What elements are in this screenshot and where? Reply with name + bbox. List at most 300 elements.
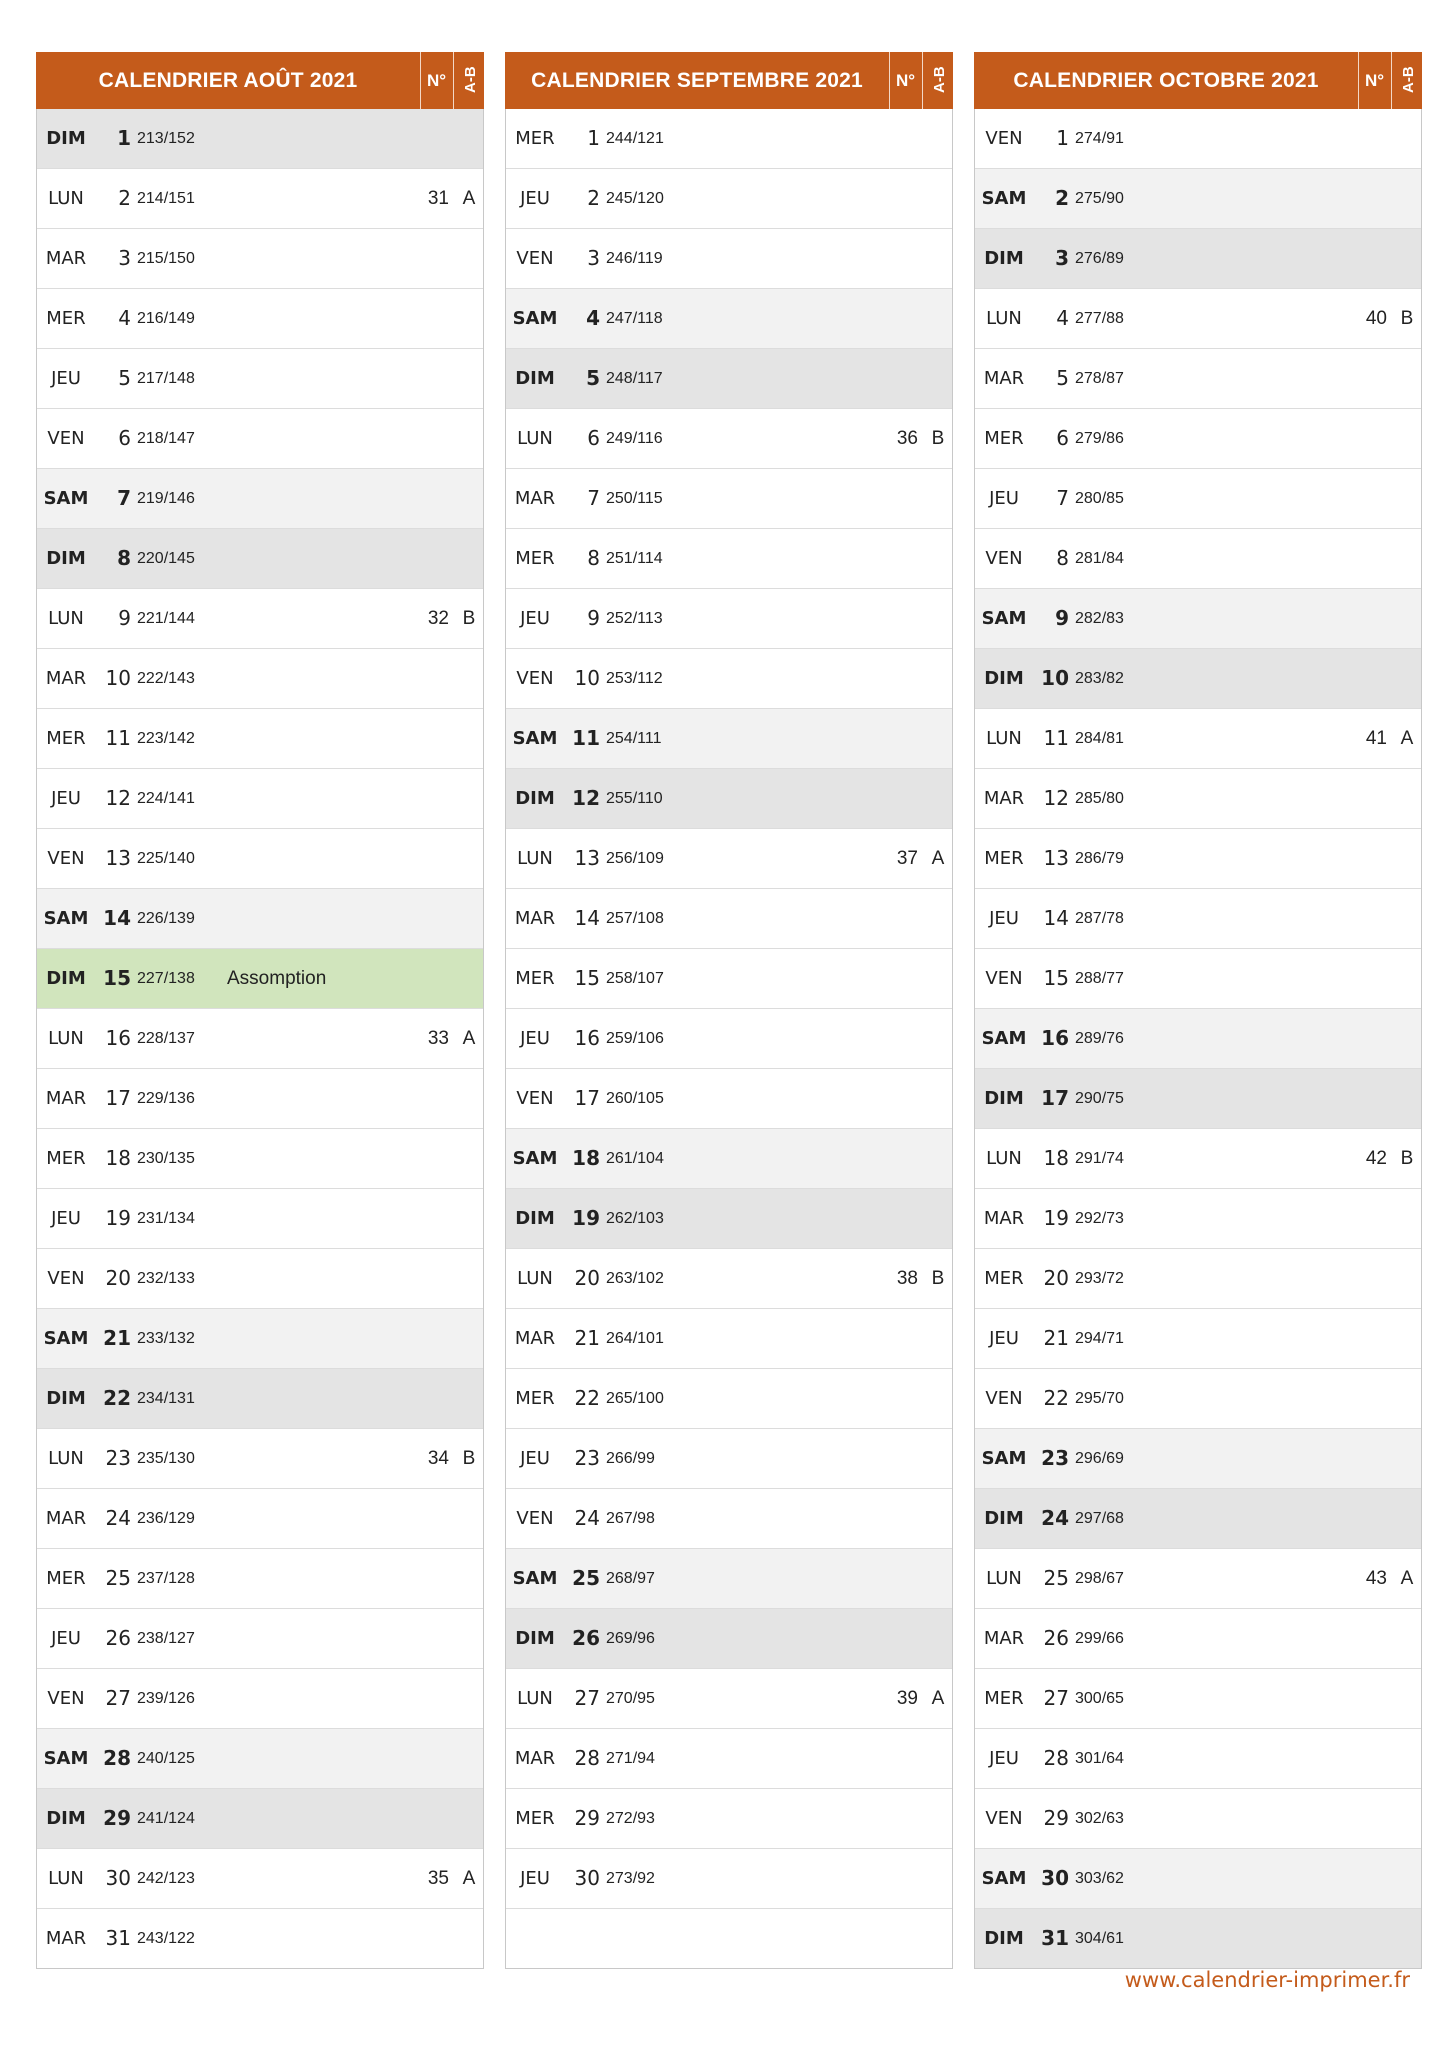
day-number: 7 <box>117 486 131 510</box>
day-of-year: 285/80 <box>1075 790 1124 807</box>
day-row <box>975 168 1421 228</box>
day-of-year: 253/112 <box>606 670 663 687</box>
day-row <box>506 1008 952 1068</box>
day-number: 12 <box>1043 786 1069 810</box>
day-number: 18 <box>572 1146 600 1170</box>
day-row <box>37 1008 483 1068</box>
week-number: 34 <box>427 1448 449 1469</box>
ab-week: B <box>931 428 945 449</box>
day-row <box>506 588 952 648</box>
day-number: 31 <box>1041 1926 1069 1950</box>
day-row <box>506 168 952 228</box>
day-name: DIM <box>46 1388 86 1409</box>
day-name: MER <box>984 1688 1024 1709</box>
day-row <box>975 228 1421 288</box>
day-row <box>975 288 1421 348</box>
day-number: 15 <box>103 966 131 990</box>
day-number: 12 <box>105 786 131 810</box>
day-row <box>975 1608 1421 1668</box>
day-row <box>506 1668 952 1728</box>
day-list <box>974 109 1422 1969</box>
day-row <box>37 348 483 408</box>
day-name: MER <box>984 428 1024 449</box>
day-of-year: 261/104 <box>606 1150 664 1167</box>
day-number: 18 <box>105 1146 131 1170</box>
day-row <box>975 1728 1421 1788</box>
day-of-year: 264/101 <box>606 1330 664 1347</box>
day-name: DIM <box>984 248 1024 269</box>
week-number-header: N° <box>1364 71 1385 90</box>
day-name: VEN <box>47 1268 85 1289</box>
week-number: 33 <box>427 1028 449 1049</box>
day-of-year: 279/86 <box>1075 430 1124 447</box>
day-number: 11 <box>105 726 131 750</box>
day-name: MER <box>515 128 555 149</box>
day-name: JEU <box>989 1748 1019 1769</box>
month-column <box>36 52 484 1969</box>
day-of-year: 249/116 <box>606 430 663 447</box>
day-name: DIM <box>46 968 86 989</box>
day-of-year: 248/117 <box>606 370 663 387</box>
day-name: MAR <box>983 368 1025 389</box>
week-number: 35 <box>427 1868 449 1889</box>
day-row <box>37 1248 483 1308</box>
day-of-year: 238/127 <box>137 1630 195 1647</box>
day-name: JEU <box>989 1328 1019 1349</box>
day-of-year: 269/96 <box>606 1630 655 1647</box>
day-of-year: 227/138 <box>137 970 195 987</box>
day-row <box>975 1188 1421 1248</box>
day-number: 17 <box>574 1086 600 1110</box>
day-name: VEN <box>47 1688 85 1709</box>
day-number: 9 <box>118 606 131 630</box>
day-of-year: 222/143 <box>137 670 195 687</box>
day-name: SAM <box>43 1748 89 1769</box>
day-row <box>37 1788 483 1848</box>
day-number: 5 <box>586 366 600 390</box>
day-number: 1 <box>1056 126 1069 150</box>
day-of-year: 235/130 <box>137 1450 195 1467</box>
header-separator <box>453 52 454 109</box>
day-name: DIM <box>515 788 555 809</box>
day-name: DIM <box>515 368 555 389</box>
day-row <box>506 1788 952 1848</box>
day-row <box>37 1848 483 1908</box>
day-of-year: 270/95 <box>606 1690 655 1707</box>
day-number: 21 <box>574 1326 600 1350</box>
day-number: 20 <box>105 1266 131 1290</box>
day-name: MER <box>515 548 555 569</box>
day-of-year: 265/100 <box>606 1390 664 1407</box>
day-number: 25 <box>572 1566 600 1590</box>
day-number: 3 <box>587 246 600 270</box>
ab-week-header: A-B <box>931 66 948 93</box>
day-number: 11 <box>572 726 600 750</box>
day-name: MAR <box>45 1088 87 1109</box>
day-name: VEN <box>516 668 554 689</box>
day-name: SAM <box>43 908 89 929</box>
day-number: 14 <box>1043 906 1069 930</box>
day-number: 25 <box>105 1566 131 1590</box>
week-number: 41 <box>1365 728 1387 749</box>
day-of-year: 300/65 <box>1075 1690 1124 1707</box>
day-row <box>506 768 952 828</box>
day-of-year: 247/118 <box>606 310 663 327</box>
day-number: 8 <box>1056 546 1069 570</box>
day-name: JEU <box>520 1028 550 1049</box>
day-of-year: 280/85 <box>1075 490 1124 507</box>
day-of-year: 240/125 <box>137 1750 195 1767</box>
day-row <box>975 1368 1421 1428</box>
day-number: 23 <box>574 1446 600 1470</box>
day-name: SAM <box>981 188 1027 209</box>
day-number: 13 <box>574 846 600 870</box>
day-row <box>506 1908 952 1968</box>
day-of-year: 263/102 <box>606 1270 664 1287</box>
month-column <box>505 52 953 1969</box>
day-number: 13 <box>1043 846 1069 870</box>
day-name: MAR <box>45 1508 87 1529</box>
day-row <box>506 408 952 468</box>
day-name: LUN <box>48 1028 84 1049</box>
day-row <box>975 1848 1421 1908</box>
day-name: JEU <box>51 368 81 389</box>
day-of-year: 257/108 <box>606 910 664 927</box>
day-number: 28 <box>103 1746 131 1770</box>
day-number: 19 <box>572 1206 600 1230</box>
day-of-year: 215/150 <box>137 250 195 267</box>
day-row <box>37 1188 483 1248</box>
day-of-year: 224/141 <box>137 790 195 807</box>
day-of-year: 260/105 <box>606 1090 664 1107</box>
day-of-year: 290/75 <box>1075 1090 1124 1107</box>
day-name: LUN <box>986 1568 1022 1589</box>
week-number: 40 <box>1365 308 1387 329</box>
day-of-year: 268/97 <box>606 1570 655 1587</box>
day-of-year: 284/81 <box>1075 730 1124 747</box>
day-of-year: 267/98 <box>606 1510 655 1527</box>
day-name: MER <box>46 1148 86 1169</box>
day-number: 16 <box>1041 1026 1069 1050</box>
week-number: 39 <box>896 1688 918 1709</box>
day-row <box>37 1368 483 1428</box>
day-number: 4 <box>586 306 600 330</box>
day-of-year: 225/140 <box>137 850 195 867</box>
day-of-year: 219/146 <box>137 490 195 507</box>
day-of-year: 250/115 <box>606 490 663 507</box>
day-row <box>975 348 1421 408</box>
day-of-year: 228/137 <box>137 1030 195 1047</box>
day-of-year: 277/88 <box>1075 310 1124 327</box>
day-of-year: 216/149 <box>137 310 195 327</box>
day-of-year: 230/135 <box>137 1150 195 1167</box>
day-of-year: 237/128 <box>137 1570 195 1587</box>
day-of-year: 220/145 <box>137 550 195 567</box>
day-row <box>506 1548 952 1608</box>
day-number: 9 <box>1055 606 1069 630</box>
day-number: 16 <box>574 1026 600 1050</box>
day-of-year: 213/152 <box>137 130 195 147</box>
day-number: 28 <box>1043 1746 1069 1770</box>
day-row <box>37 1608 483 1668</box>
day-name: DIM <box>46 1808 86 1829</box>
day-name: MER <box>46 308 86 329</box>
day-name: JEU <box>989 488 1019 509</box>
day-row <box>506 948 952 1008</box>
day-of-year: 288/77 <box>1075 970 1124 987</box>
day-row <box>506 1608 952 1668</box>
month-title: CALENDRIER AOÛT 2021 <box>98 69 358 92</box>
day-of-year: 289/76 <box>1075 1030 1124 1047</box>
day-of-year: 259/106 <box>606 1030 664 1047</box>
ab-week: B <box>1400 1148 1414 1169</box>
day-row <box>506 288 952 348</box>
day-number: 11 <box>1043 726 1069 750</box>
day-number: 3 <box>118 246 131 270</box>
day-name: VEN <box>985 548 1023 569</box>
day-of-year: 242/123 <box>137 1870 195 1887</box>
ab-week: A <box>462 1028 476 1049</box>
week-number: 36 <box>896 428 918 449</box>
day-name: VEN <box>985 1808 1023 1829</box>
month-header <box>974 52 1422 109</box>
day-name: DIM <box>515 1208 555 1229</box>
day-of-year: 292/73 <box>1075 1210 1124 1227</box>
day-number: 5 <box>1056 366 1069 390</box>
day-number: 2 <box>1055 186 1069 210</box>
day-number: 22 <box>103 1386 131 1410</box>
day-of-year: 217/148 <box>137 370 195 387</box>
day-number: 22 <box>1043 1386 1069 1410</box>
day-of-year: 254/111 <box>606 730 662 747</box>
day-name: SAM <box>512 728 558 749</box>
day-of-year: 282/83 <box>1075 610 1124 627</box>
website-link[interactable]: www.calendrier-imprimer.fr <box>1124 1968 1410 1992</box>
day-row <box>37 1548 483 1608</box>
day-name: DIM <box>984 1928 1024 1949</box>
day-number: 4 <box>1056 306 1069 330</box>
day-of-year: 244/121 <box>606 130 664 147</box>
day-row <box>37 948 483 1008</box>
day-row <box>506 888 952 948</box>
ab-week: A <box>462 1868 476 1889</box>
header-separator <box>922 52 923 109</box>
day-number: 20 <box>574 1266 600 1290</box>
day-name: SAM <box>981 1028 1027 1049</box>
day-name: VEN <box>516 248 554 269</box>
day-name: MER <box>515 1388 555 1409</box>
day-number: 15 <box>574 966 600 990</box>
day-name: VEN <box>985 1388 1023 1409</box>
day-of-year: 239/126 <box>137 1690 195 1707</box>
day-name: SAM <box>512 308 558 329</box>
day-name: MAR <box>983 788 1025 809</box>
day-row <box>506 648 952 708</box>
day-of-year: 214/151 <box>137 190 195 207</box>
day-of-year: 266/99 <box>606 1450 655 1467</box>
day-row <box>975 1128 1421 1188</box>
day-name: JEU <box>520 1448 550 1469</box>
day-number: 1 <box>117 126 131 150</box>
day-name: MER <box>984 1268 1024 1289</box>
day-row <box>506 1248 952 1308</box>
day-name: DIM <box>515 1628 555 1649</box>
day-of-year: 276/89 <box>1075 250 1124 267</box>
day-row <box>37 1488 483 1548</box>
ab-week: A <box>1400 1568 1414 1589</box>
day-row <box>37 1668 483 1728</box>
day-row <box>506 1368 952 1428</box>
day-number: 24 <box>105 1506 131 1530</box>
day-of-year: 241/124 <box>137 1810 195 1827</box>
day-name: LUN <box>986 1148 1022 1169</box>
day-row <box>506 1068 952 1128</box>
day-number: 6 <box>1056 426 1069 450</box>
day-row <box>975 1788 1421 1848</box>
day-number: 27 <box>1043 1686 1069 1710</box>
day-row <box>506 1428 952 1488</box>
ab-week-header: A-B <box>462 66 479 93</box>
day-row <box>975 1428 1421 1488</box>
day-name: DIM <box>984 1088 1024 1109</box>
ab-week: B <box>1400 308 1414 329</box>
day-row <box>975 648 1421 708</box>
day-row <box>37 588 483 648</box>
day-of-year: 294/71 <box>1075 1330 1124 1347</box>
day-number: 25 <box>1043 1566 1069 1590</box>
day-of-year: 233/132 <box>137 1330 195 1347</box>
day-number: 29 <box>103 1806 131 1830</box>
week-number: 37 <box>896 848 918 869</box>
day-number: 7 <box>587 486 600 510</box>
day-name: LUN <box>517 848 553 869</box>
day-name: SAM <box>981 608 1027 629</box>
day-name: LUN <box>986 728 1022 749</box>
day-row <box>975 109 1421 168</box>
day-list <box>36 109 484 1969</box>
day-name: MER <box>515 968 555 989</box>
day-of-year: 304/61 <box>1075 1930 1124 1947</box>
day-of-year: 281/84 <box>1075 550 1124 567</box>
week-number: 42 <box>1365 1148 1387 1169</box>
day-of-year: 296/69 <box>1075 1450 1124 1467</box>
day-name: VEN <box>516 1088 554 1109</box>
day-of-year: 229/136 <box>137 1090 195 1107</box>
day-number: 31 <box>105 1926 131 1950</box>
day-row <box>975 1068 1421 1128</box>
day-of-year: 255/110 <box>606 790 663 807</box>
day-number: 10 <box>1041 666 1069 690</box>
ab-week: B <box>462 608 476 629</box>
day-row <box>975 468 1421 528</box>
day-row <box>975 708 1421 768</box>
day-of-year: 273/92 <box>606 1870 655 1887</box>
day-number: 27 <box>105 1686 131 1710</box>
day-number: 24 <box>574 1506 600 1530</box>
day-row <box>506 1128 952 1188</box>
day-of-year: 226/139 <box>137 910 195 927</box>
day-name: LUN <box>517 1688 553 1709</box>
day-row <box>506 1488 952 1548</box>
day-name: SAM <box>43 1328 89 1349</box>
day-of-year: 271/94 <box>606 1750 655 1767</box>
day-name: SAM <box>512 1568 558 1589</box>
day-of-year: 301/64 <box>1075 1750 1124 1767</box>
day-row <box>37 168 483 228</box>
day-name: LUN <box>986 308 1022 329</box>
day-row <box>37 1068 483 1128</box>
holiday-label: Assomption <box>227 968 327 989</box>
day-name: DIM <box>984 1508 1024 1529</box>
day-number: 23 <box>105 1446 131 1470</box>
day-row <box>975 888 1421 948</box>
day-of-year: 231/134 <box>137 1210 195 1227</box>
day-number: 6 <box>587 426 600 450</box>
day-name: JEU <box>51 1208 81 1229</box>
day-name: LUN <box>48 1868 84 1889</box>
day-row <box>975 1908 1421 1968</box>
day-name: SAM <box>981 1868 1027 1889</box>
day-row <box>37 708 483 768</box>
ab-week: A <box>462 188 476 209</box>
day-of-year: 258/107 <box>606 970 664 987</box>
day-number: 7 <box>1056 486 1069 510</box>
day-name: VEN <box>47 428 85 449</box>
day-of-year: 221/144 <box>137 610 195 627</box>
day-number: 28 <box>574 1746 600 1770</box>
ab-week-header: A-B <box>1400 66 1417 93</box>
day-name: JEU <box>51 788 81 809</box>
day-row <box>37 1728 483 1788</box>
day-row <box>37 288 483 348</box>
day-of-year: 274/91 <box>1075 130 1124 147</box>
day-row <box>975 1248 1421 1308</box>
day-of-year: 275/90 <box>1075 190 1124 207</box>
day-row <box>975 948 1421 1008</box>
day-of-year: 283/82 <box>1075 670 1124 687</box>
day-number: 29 <box>1043 1806 1069 1830</box>
day-number: 23 <box>1041 1446 1069 1470</box>
day-name: LUN <box>517 1268 553 1289</box>
day-name: MAR <box>983 1208 1025 1229</box>
day-number: 22 <box>574 1386 600 1410</box>
day-row <box>975 528 1421 588</box>
day-number: 18 <box>1043 1146 1069 1170</box>
day-row <box>37 1428 483 1488</box>
day-row <box>506 109 952 168</box>
day-row <box>506 1848 952 1908</box>
day-of-year: 234/131 <box>137 1390 195 1407</box>
day-row <box>506 1728 952 1788</box>
day-of-year: 298/67 <box>1075 1570 1124 1587</box>
day-of-year: 256/109 <box>606 850 664 867</box>
day-row <box>506 228 952 288</box>
month-title: CALENDRIER SEPTEMBRE 2021 <box>531 69 863 92</box>
day-row <box>506 828 952 888</box>
day-name: LUN <box>48 188 84 209</box>
day-number: 27 <box>574 1686 600 1710</box>
day-row <box>975 588 1421 648</box>
day-number: 15 <box>1043 966 1069 990</box>
day-number: 20 <box>1043 1266 1069 1290</box>
day-number: 3 <box>1055 246 1069 270</box>
day-name: VEN <box>985 968 1023 989</box>
ab-week: B <box>931 1268 945 1289</box>
day-of-year: 297/68 <box>1075 1510 1124 1527</box>
day-row <box>37 468 483 528</box>
day-of-year: 286/79 <box>1075 850 1124 867</box>
day-number: 26 <box>105 1626 131 1650</box>
